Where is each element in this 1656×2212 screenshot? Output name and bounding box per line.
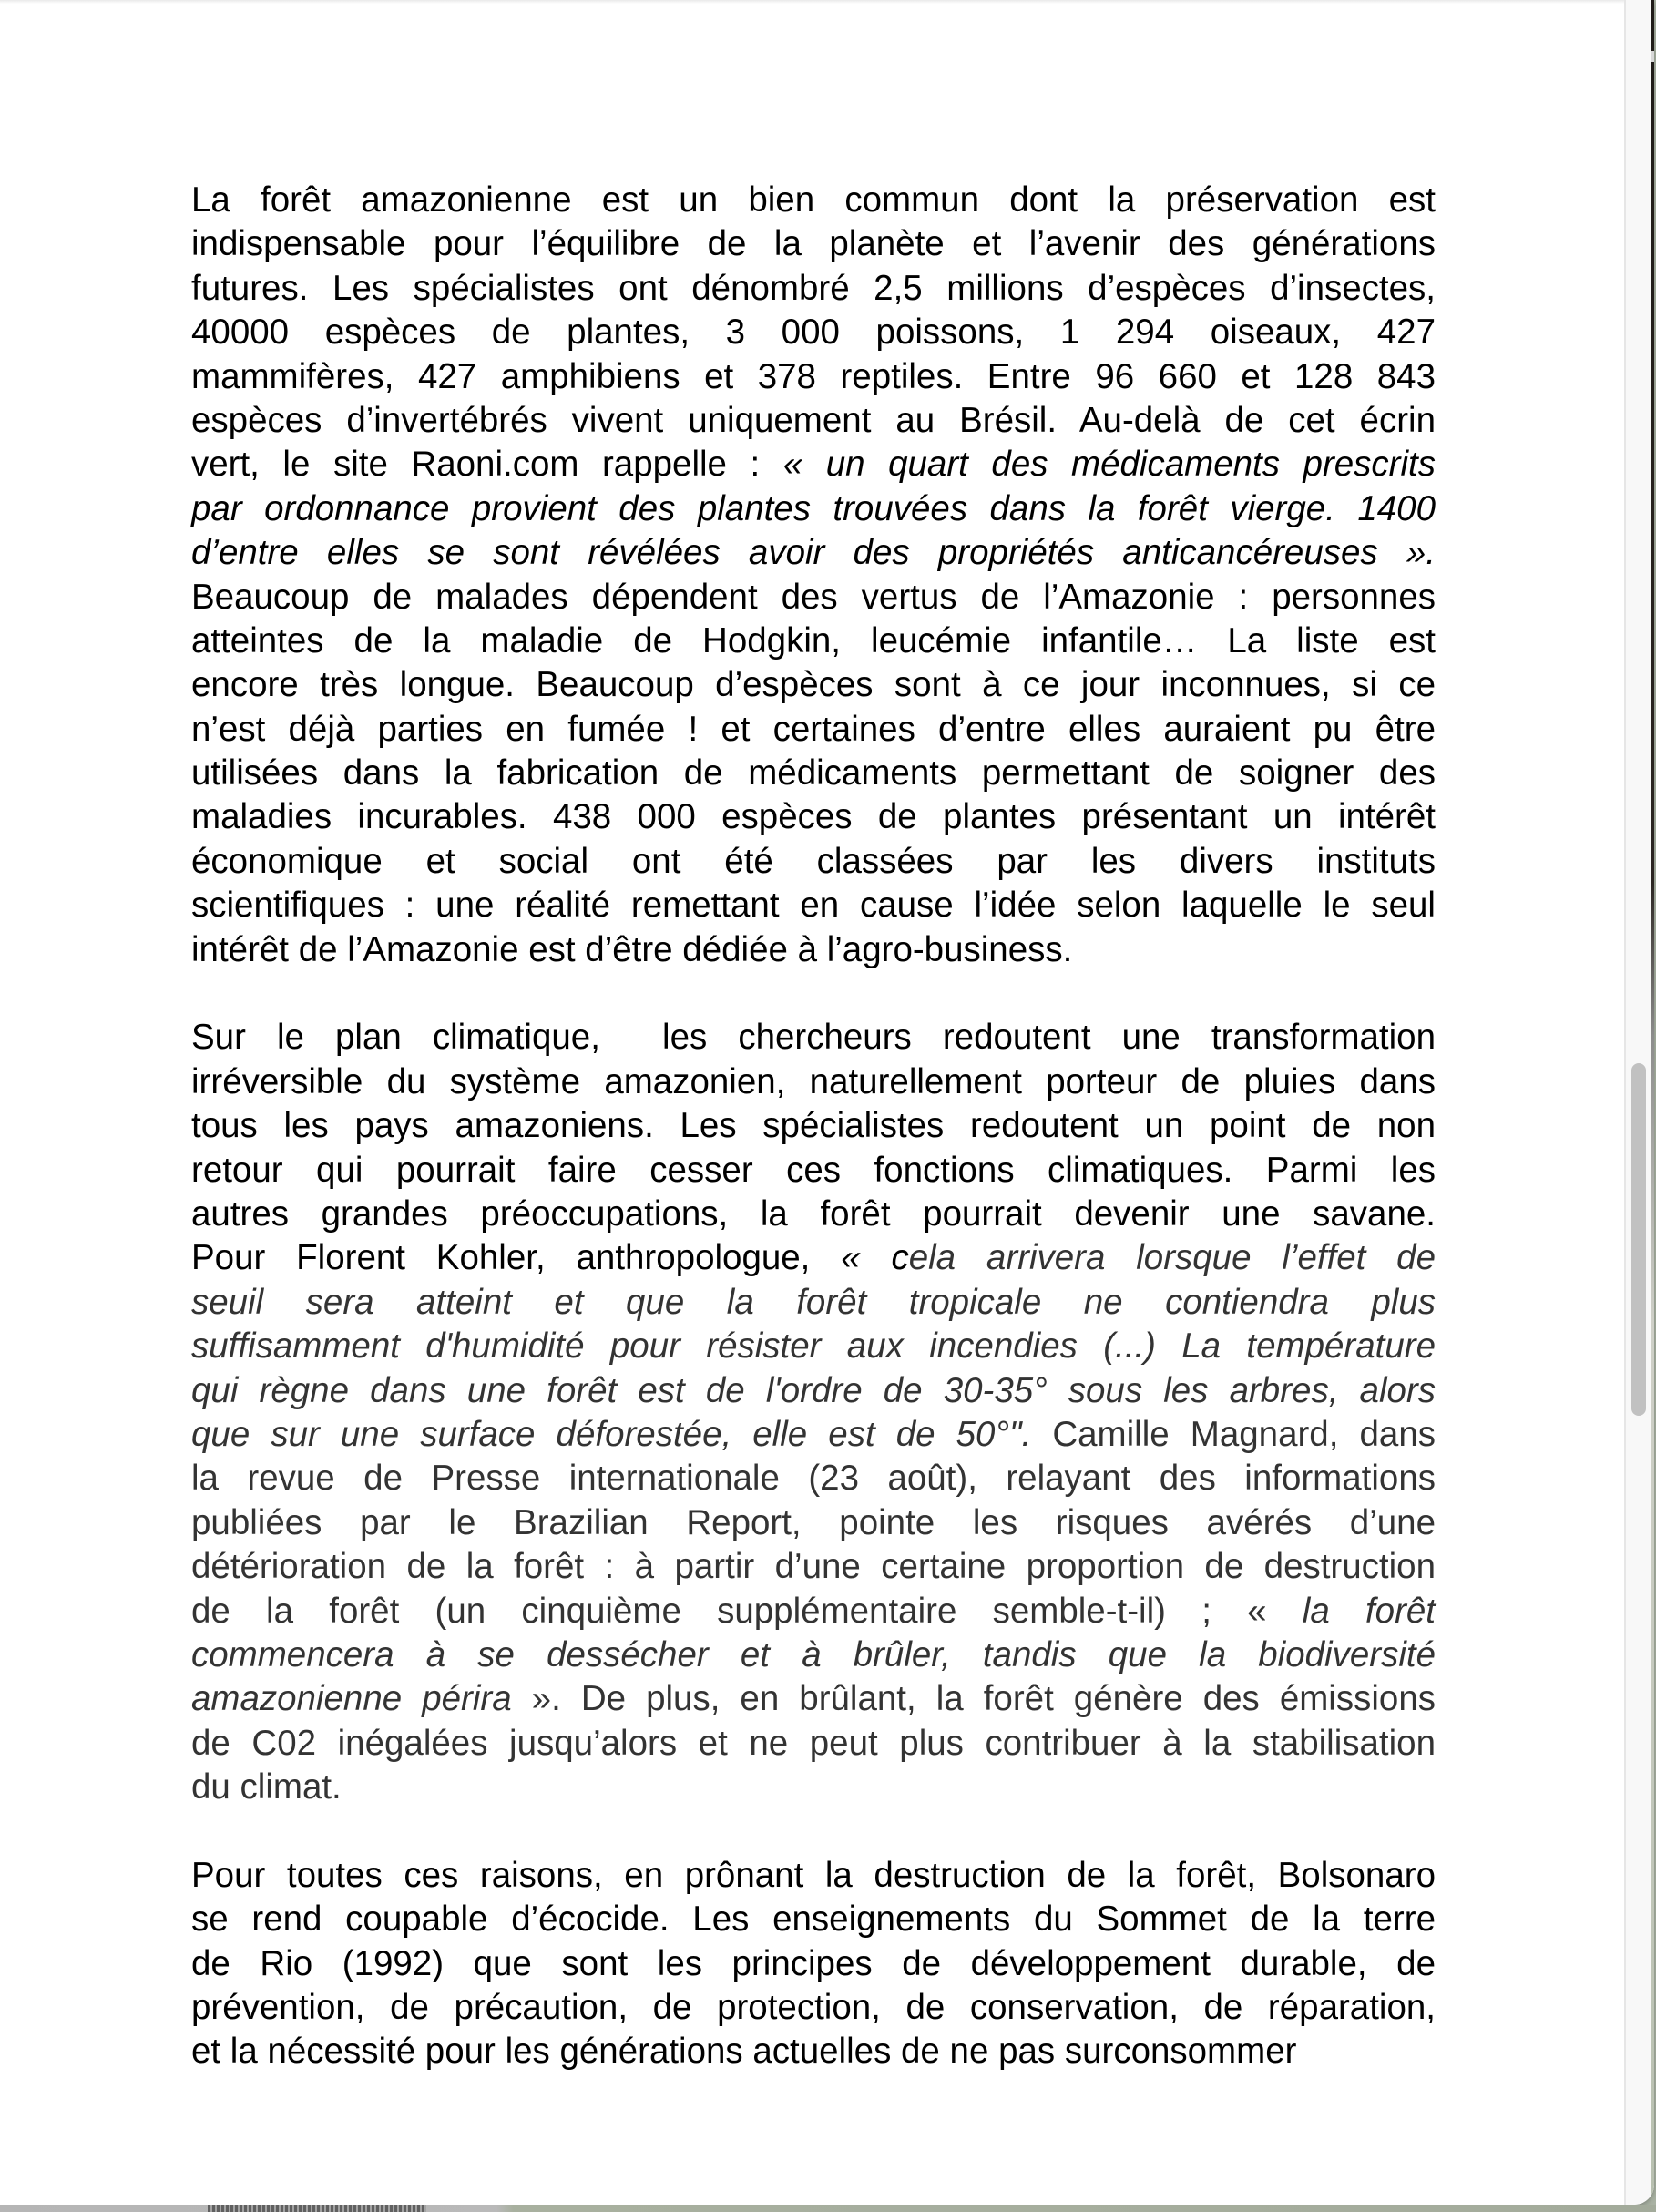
text-run: la revue de Presse internationale (23 août), relayant des informations — [191, 1459, 1436, 1499]
text-run: du climat. — [191, 1767, 342, 1807]
text-run: seuil sera atteint et que la forêt tropicale ne contiendra plus — [191, 1282, 1436, 1322]
text-run: « un quart des médicaments prescrits — [782, 445, 1436, 485]
text-run: de Rio (1992) que sont les principes de développement durable, de — [191, 1943, 1436, 1983]
text-run: ela arrivera lorsque l’effet de — [908, 1238, 1436, 1278]
text-run: irréversible du système amazonien, naturellement porteur de pluies dans — [191, 1061, 1436, 1101]
text-run: encore très longue. Beaucoup d’espèces sont à ce jour inconnues, si ce — [191, 665, 1436, 705]
text-line — [191, 399, 1436, 443]
text-run: économique et social ont été classées par les divers instituts — [191, 841, 1436, 881]
text-run: Beaucoup de malades dépendent des vertus de l’Amazonie : personnes — [191, 577, 1436, 617]
text-line — [191, 708, 1436, 752]
text-line — [191, 179, 1436, 222]
text-run: mammifères, 427 amphibiens et 378 reptiles. Entre 96 660 et 128 843 — [191, 356, 1436, 396]
text-run: amazonienne périra — [191, 1679, 512, 1719]
text-line — [191, 1854, 1436, 1898]
text-run: « c — [841, 1238, 909, 1278]
text-run: atteintes de la maladie de Hodgkin, leucémie infantile… La liste est — [191, 620, 1436, 661]
text-run: 40000 espèces de plantes, 3 000 poissons, 1 294 oiseaux, 427 — [191, 312, 1436, 353]
text-run: espèces d’invertébrés vivent uniquement au Brésil. Au-delà de cet écrin — [191, 400, 1436, 440]
text-line — [191, 1413, 1436, 1457]
text-run: d’entre elles se sont révélées avoir des propriétés anticancéreuses ». — [191, 533, 1436, 573]
text-run: par ordonnance provient des plantes trouvées dans la forêt vierge. 1400 — [191, 488, 1436, 528]
text-line — [191, 1325, 1436, 1368]
text-line — [191, 1060, 1436, 1104]
text-run: de la forêt (un cinquième supplémentaire semble-t-il) ; « — [191, 1591, 1303, 1631]
text-run: tous les pays amazoniens. Les spécialistes redoutent un point de non — [191, 1106, 1436, 1146]
text-line — [191, 1501, 1436, 1545]
window-top-edge — [0, 0, 1627, 4]
paragraph-climate — [191, 1016, 1436, 1809]
text-line — [191, 1722, 1436, 1766]
text-line — [191, 1898, 1436, 1941]
text-run: publiées par le Brazilian Report, pointe les risques avérés d’une — [191, 1502, 1436, 1542]
text-line — [191, 1369, 1436, 1413]
text-line — [191, 1633, 1436, 1677]
text-run: intérêt de l’Amazonie est d’être dédiée à l’agro-business. — [191, 929, 1073, 969]
text-line — [191, 222, 1436, 266]
document-page — [191, 179, 1436, 2118]
text-run: détérioration de la forêt : à partir d’une certaine proportion de destruction — [191, 1547, 1436, 1587]
text-line — [191, 1193, 1436, 1236]
text-run: retour qui pourrait faire cesser ces fonctions climatiques. Parmi les — [191, 1150, 1436, 1190]
text-run: Sur le plan climatique, les chercheurs redoutent une transformation — [191, 1018, 1436, 1058]
paragraph-ecocide — [191, 1854, 1436, 2074]
text-run: autres grandes préoccupations, la forêt pourrait devenir une savane. — [191, 1193, 1436, 1234]
text-run: scientifiques : une réalité remettant en cause l’idée selon laquelle le seul — [191, 886, 1436, 926]
text-run: ». De plus, en brûlant, la forêt génère des émissions — [511, 1679, 1436, 1719]
text-line — [191, 1986, 1436, 2030]
text-run: se rend coupable d’écocide. Les enseignements du Sommet de la terre — [191, 1900, 1436, 1940]
text-line — [191, 1149, 1436, 1193]
text-line — [191, 1104, 1436, 1148]
text-line — [191, 487, 1436, 531]
text-run: futures. Les spécialistes ont dénombré 2,5 millions d’espèces d’insectes, — [191, 268, 1436, 308]
text-run: utilisées dans la fabrication de médicaments permettant de soigner des — [191, 753, 1436, 794]
text-line — [191, 1281, 1436, 1325]
text-line — [191, 620, 1436, 663]
text-line — [191, 531, 1436, 575]
text-run: commencera à se dessécher et à brûler, tandis que la biodiversité — [191, 1634, 1436, 1674]
text-line — [191, 267, 1436, 311]
text-run: qui règne dans une forêt est de l'ordre de 30-35° sous les arbres, alors — [191, 1370, 1436, 1410]
text-run: la forêt — [1302, 1591, 1436, 1631]
text-run: Camille Magnard, dans — [1031, 1414, 1436, 1454]
background-window-edge — [1651, 0, 1654, 2205]
text-line — [191, 1942, 1436, 1986]
text-line — [191, 1766, 1436, 1809]
paragraph-biodiversity — [191, 179, 1436, 972]
text-line — [191, 1016, 1436, 1060]
text-run: Pour Florent Kohler, anthropologue, — [191, 1238, 842, 1278]
text-line — [191, 795, 1436, 839]
text-run: indispensable pour l’équilibre de la planète et l’avenir des générations — [191, 224, 1436, 264]
background-window-mark — [1651, 51, 1654, 62]
scrollbar-thumb[interactable] — [1631, 1063, 1646, 1416]
text-line — [191, 576, 1436, 620]
background-window-text — [208, 2205, 426, 2212]
text-line — [191, 1677, 1436, 1721]
text-run: maladies incurables. 438 000 espèces de plantes présentant un intérêt — [191, 797, 1436, 837]
text-run: et la nécessité pour les générations actuelles de ne pas surconsommer — [191, 2032, 1297, 2072]
text-line — [191, 2030, 1436, 2074]
text-run: n’est déjà parties en fumée ! et certaines d’entre elles auraient pu être — [191, 709, 1436, 749]
text-run: de C02 inégalées jusqu’alors et ne peut plus contribuer à la stabilisation — [191, 1723, 1436, 1763]
text-line — [191, 1457, 1436, 1500]
text-line — [191, 355, 1436, 399]
text-run: La forêt amazonienne est un bien commun dont la préservation est — [191, 180, 1436, 220]
text-line — [191, 1236, 1436, 1280]
text-run: que sur une surface déforestée, elle est de 50°". — [191, 1414, 1032, 1454]
text-line — [191, 840, 1436, 884]
text-line — [191, 443, 1436, 486]
text-line — [191, 1545, 1436, 1589]
text-line — [191, 928, 1436, 972]
text-line — [191, 663, 1436, 707]
text-line — [191, 311, 1436, 354]
text-line — [191, 884, 1436, 927]
text-line — [191, 1590, 1436, 1633]
text-line — [191, 752, 1436, 795]
text-run: Pour toutes ces raisons, en prônant la destruction de la forêt, Bolsonaro — [191, 1855, 1436, 1895]
text-run: prévention, de précaution, de protection, de conservation, de réparation, — [191, 1988, 1436, 2028]
text-run: suffisamment d'humidité pour résister aux incendies (...) La température — [191, 1326, 1436, 1367]
text-run: vert, le site Raoni.com rappelle : — [191, 445, 783, 485]
